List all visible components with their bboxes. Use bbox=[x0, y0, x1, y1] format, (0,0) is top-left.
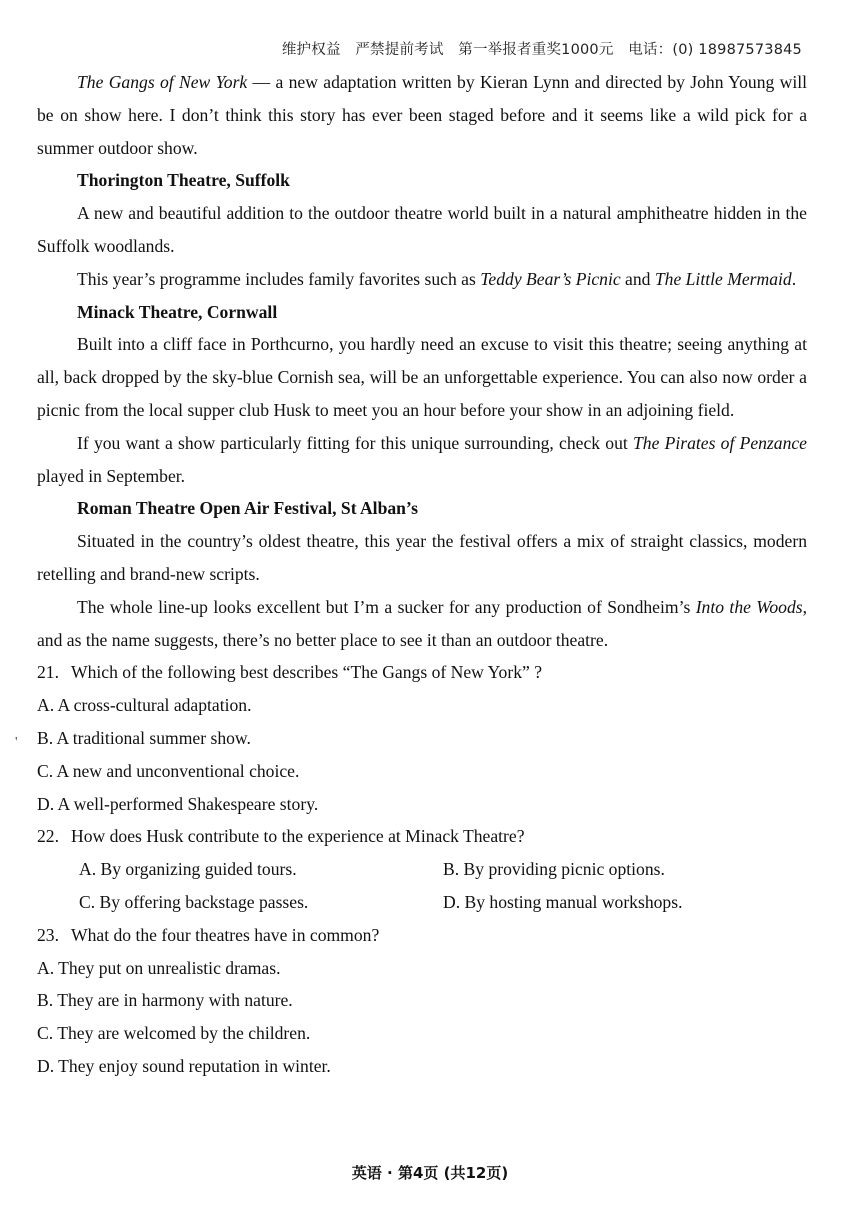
option-22d[interactable]: D. By hosting manual workshops. bbox=[443, 891, 683, 912]
text-span: and bbox=[620, 268, 655, 289]
thorington-paragraph-2 bbox=[37, 263, 807, 296]
question-number: 23. bbox=[37, 924, 59, 945]
intro-paragraph bbox=[37, 66, 807, 164]
option-21a[interactable]: A. A cross-cultural adaptation. bbox=[37, 695, 252, 716]
option-22a[interactable]: A. By organizing guided tours. bbox=[79, 859, 297, 880]
show-title: The Little Mermaid bbox=[654, 268, 792, 289]
page-footer: 英语 · 第4页 (共12页) bbox=[351, 1164, 509, 1182]
thorington-paragraph-1: A new and beautiful addition to the outdoor theatre world built in a natural amphitheatre hidden in the Suffolk woodlands. bbox=[37, 203, 807, 256]
roman-paragraph-1: Situated in the country’s oldest theatre, this year the festival offers a mix of straight classics, modern retelling and brand-new scripts. bbox=[37, 531, 807, 584]
text-span: , and as the name suggests, there’s no better place to see it than an outdoor theatre. bbox=[37, 596, 807, 650]
intro-title: The Gangs of New York bbox=[77, 72, 248, 92]
question-number: 21. bbox=[37, 662, 59, 683]
exam-notice-header: 维护权益 严禁提前考试 第一举报者重奖1000元 电话：(0) 18987573845 bbox=[281, 42, 802, 58]
question-22 bbox=[37, 820, 807, 853]
intro-text: — a new adaptation written by Kieran Lynn and directed by John Young will be on show here. I don’t think this story has ever been staged before and it seems like a wild pick for a summer outdoor show. bbox=[37, 72, 807, 158]
roman-paragraph-2 bbox=[37, 591, 807, 657]
options-row bbox=[79, 853, 807, 886]
option-21c[interactable]: C. A new and unconventional choice. bbox=[37, 760, 300, 781]
option-23b[interactable]: B. They are in harmony with nature. bbox=[37, 990, 293, 1011]
text-span: This year’s programme includes family favorites such as bbox=[77, 268, 481, 289]
text-span: If you want a show particularly fitting for this unique surrounding, check out bbox=[77, 432, 634, 453]
minack-paragraph-1: Built into a cliff face in Porthcurno, you hardly need an excuse to visit this theatre; seeing anything at all, back dropped by the sky-blue Cornish sea, will be an unforgettable experience. You can also now order a picnic from the local supper club Husk to meet you an hour before your show in an adjoining field. bbox=[37, 334, 807, 420]
question-stem: How does Husk contribute to the experience at Minack Theatre? bbox=[71, 826, 525, 847]
question-23 bbox=[37, 919, 807, 952]
option-22b[interactable]: B. By providing picnic options. bbox=[443, 859, 665, 880]
show-title: The Pirates of Penzance bbox=[633, 432, 807, 453]
option-23c[interactable]: C. They are welcomed by the children. bbox=[37, 1023, 311, 1044]
option-21b[interactable]: B. A traditional summer show. bbox=[37, 727, 251, 748]
minack-heading: Minack Theatre, Cornwall bbox=[77, 301, 278, 322]
text-span: The whole line-up looks excellent but I’m a sucker for any production of Sondheim’s bbox=[77, 596, 696, 617]
page-content bbox=[37, 66, 807, 1083]
minack-paragraph-2 bbox=[37, 427, 807, 493]
question-21 bbox=[37, 656, 807, 689]
show-title: Teddy Bear’s Picnic bbox=[480, 268, 621, 289]
option-23a[interactable]: A. They put on unrealistic dramas. bbox=[37, 957, 281, 978]
show-title: Into the Woods bbox=[695, 596, 803, 617]
roman-heading: Roman Theatre Open Air Festival, St Alban’s bbox=[77, 498, 418, 519]
options-row bbox=[79, 886, 807, 919]
option-22c[interactable]: C. By offering backstage passes. bbox=[79, 891, 309, 912]
question-number: 22. bbox=[37, 826, 59, 847]
text-span: played in September. bbox=[37, 465, 186, 486]
option-21d[interactable]: D. A well-performed Shakespeare story. bbox=[37, 793, 319, 814]
question-stem: Which of the following best describes “The Gangs of New York” ? bbox=[71, 662, 543, 683]
text-span: . bbox=[791, 268, 797, 289]
thorington-heading: Thorington Theatre, Suffolk bbox=[77, 170, 290, 191]
option-23d[interactable]: D. They enjoy sound reputation in winter. bbox=[37, 1055, 331, 1076]
margin-mark: ' bbox=[15, 735, 18, 750]
question-stem: What do the four theatres have in common? bbox=[71, 924, 380, 945]
